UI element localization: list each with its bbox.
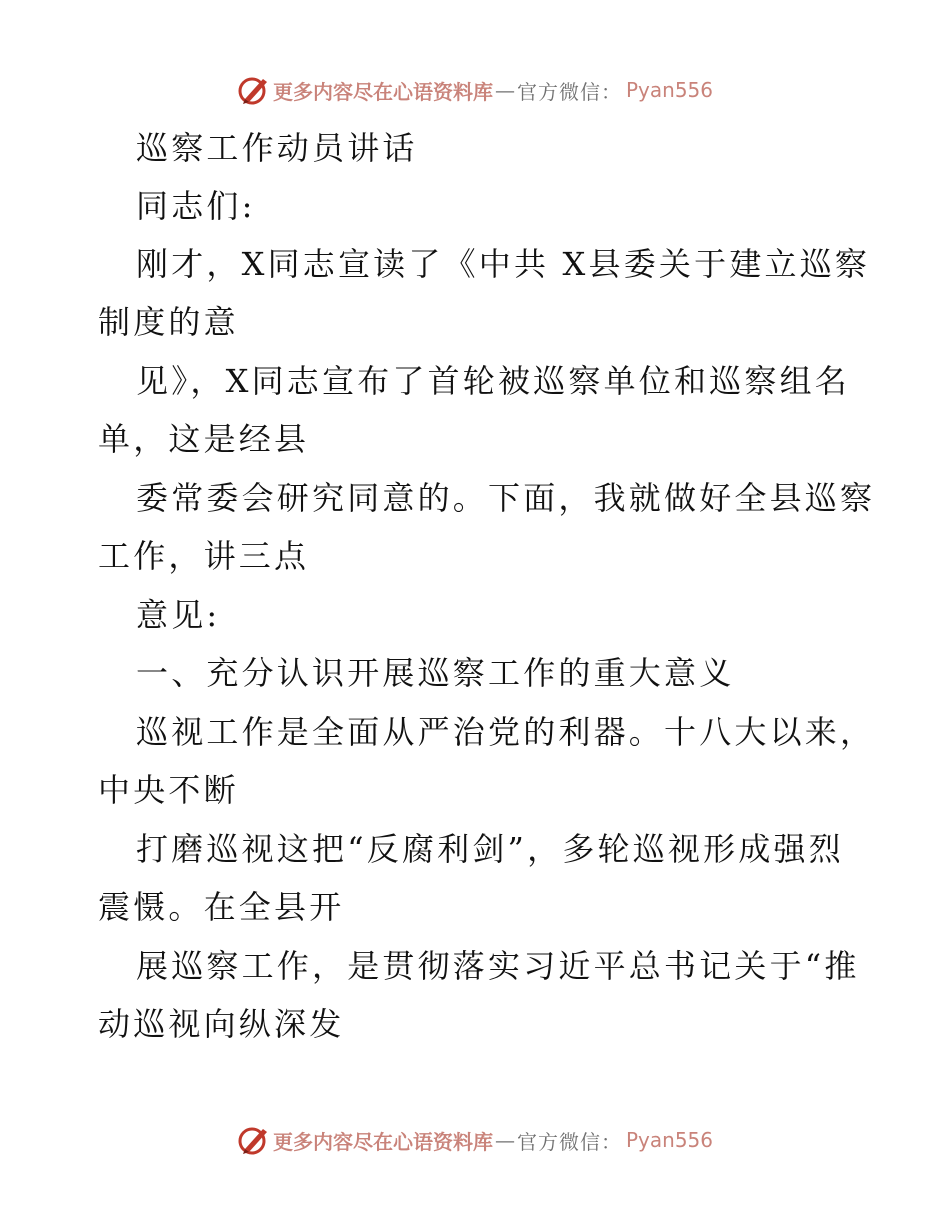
document-line: 刚才，X同志宣读了《中共 X县委关于建立巡察 bbox=[136, 245, 871, 283]
banner-site-text: 更多内容尽在心语资料库 bbox=[272, 79, 493, 104]
document-line: 委常委会研究同意的。下面，我就做好全县巡察 bbox=[136, 479, 876, 517]
banner-dash: — bbox=[494, 78, 515, 102]
document-line: 震慑。在全县开 bbox=[98, 888, 345, 926]
document-line: 中央不断 bbox=[98, 771, 239, 809]
footer-banner bbox=[0, 1120, 950, 1160]
banner-wechat-label: 官方微信： bbox=[516, 1129, 622, 1154]
banner-site-text: 更多内容尽在心语资料库 bbox=[272, 1129, 493, 1154]
document-line: 见》，X同志宣布了首轮被巡察单位和巡察组名 bbox=[136, 362, 850, 400]
document-line: 制度的意 bbox=[98, 303, 239, 341]
banner-wechat-id: Pyan556 bbox=[625, 1128, 713, 1152]
document-line: 同志们: bbox=[136, 187, 256, 225]
document-title: 巡察工作动员讲话 bbox=[136, 129, 418, 167]
document-line: 单，这是经县 bbox=[98, 420, 310, 458]
banner-dash: — bbox=[494, 1128, 515, 1152]
banner-wechat-id: Pyan556 bbox=[625, 78, 713, 102]
document-line: 动巡视向纵深发 bbox=[98, 1005, 345, 1043]
document-line: 巡视工作是全面从严治党的利器。十八大以来， bbox=[136, 713, 876, 751]
document-line: 打磨巡视这把“反腐利剑”，多轮巡视形成强烈 bbox=[136, 830, 844, 868]
section-heading: 一、充分认识开展巡察工作的重大意义 bbox=[136, 654, 735, 692]
document-line: 展巡察工作，是贯彻落实习近平总书记关于“推 bbox=[136, 947, 860, 985]
document-line: 意见: bbox=[136, 596, 221, 634]
banner-wechat-label: 官方微信： bbox=[516, 79, 622, 104]
pen-logo-icon bbox=[237, 1123, 271, 1157]
document-line: 工作，讲三点 bbox=[98, 537, 310, 575]
